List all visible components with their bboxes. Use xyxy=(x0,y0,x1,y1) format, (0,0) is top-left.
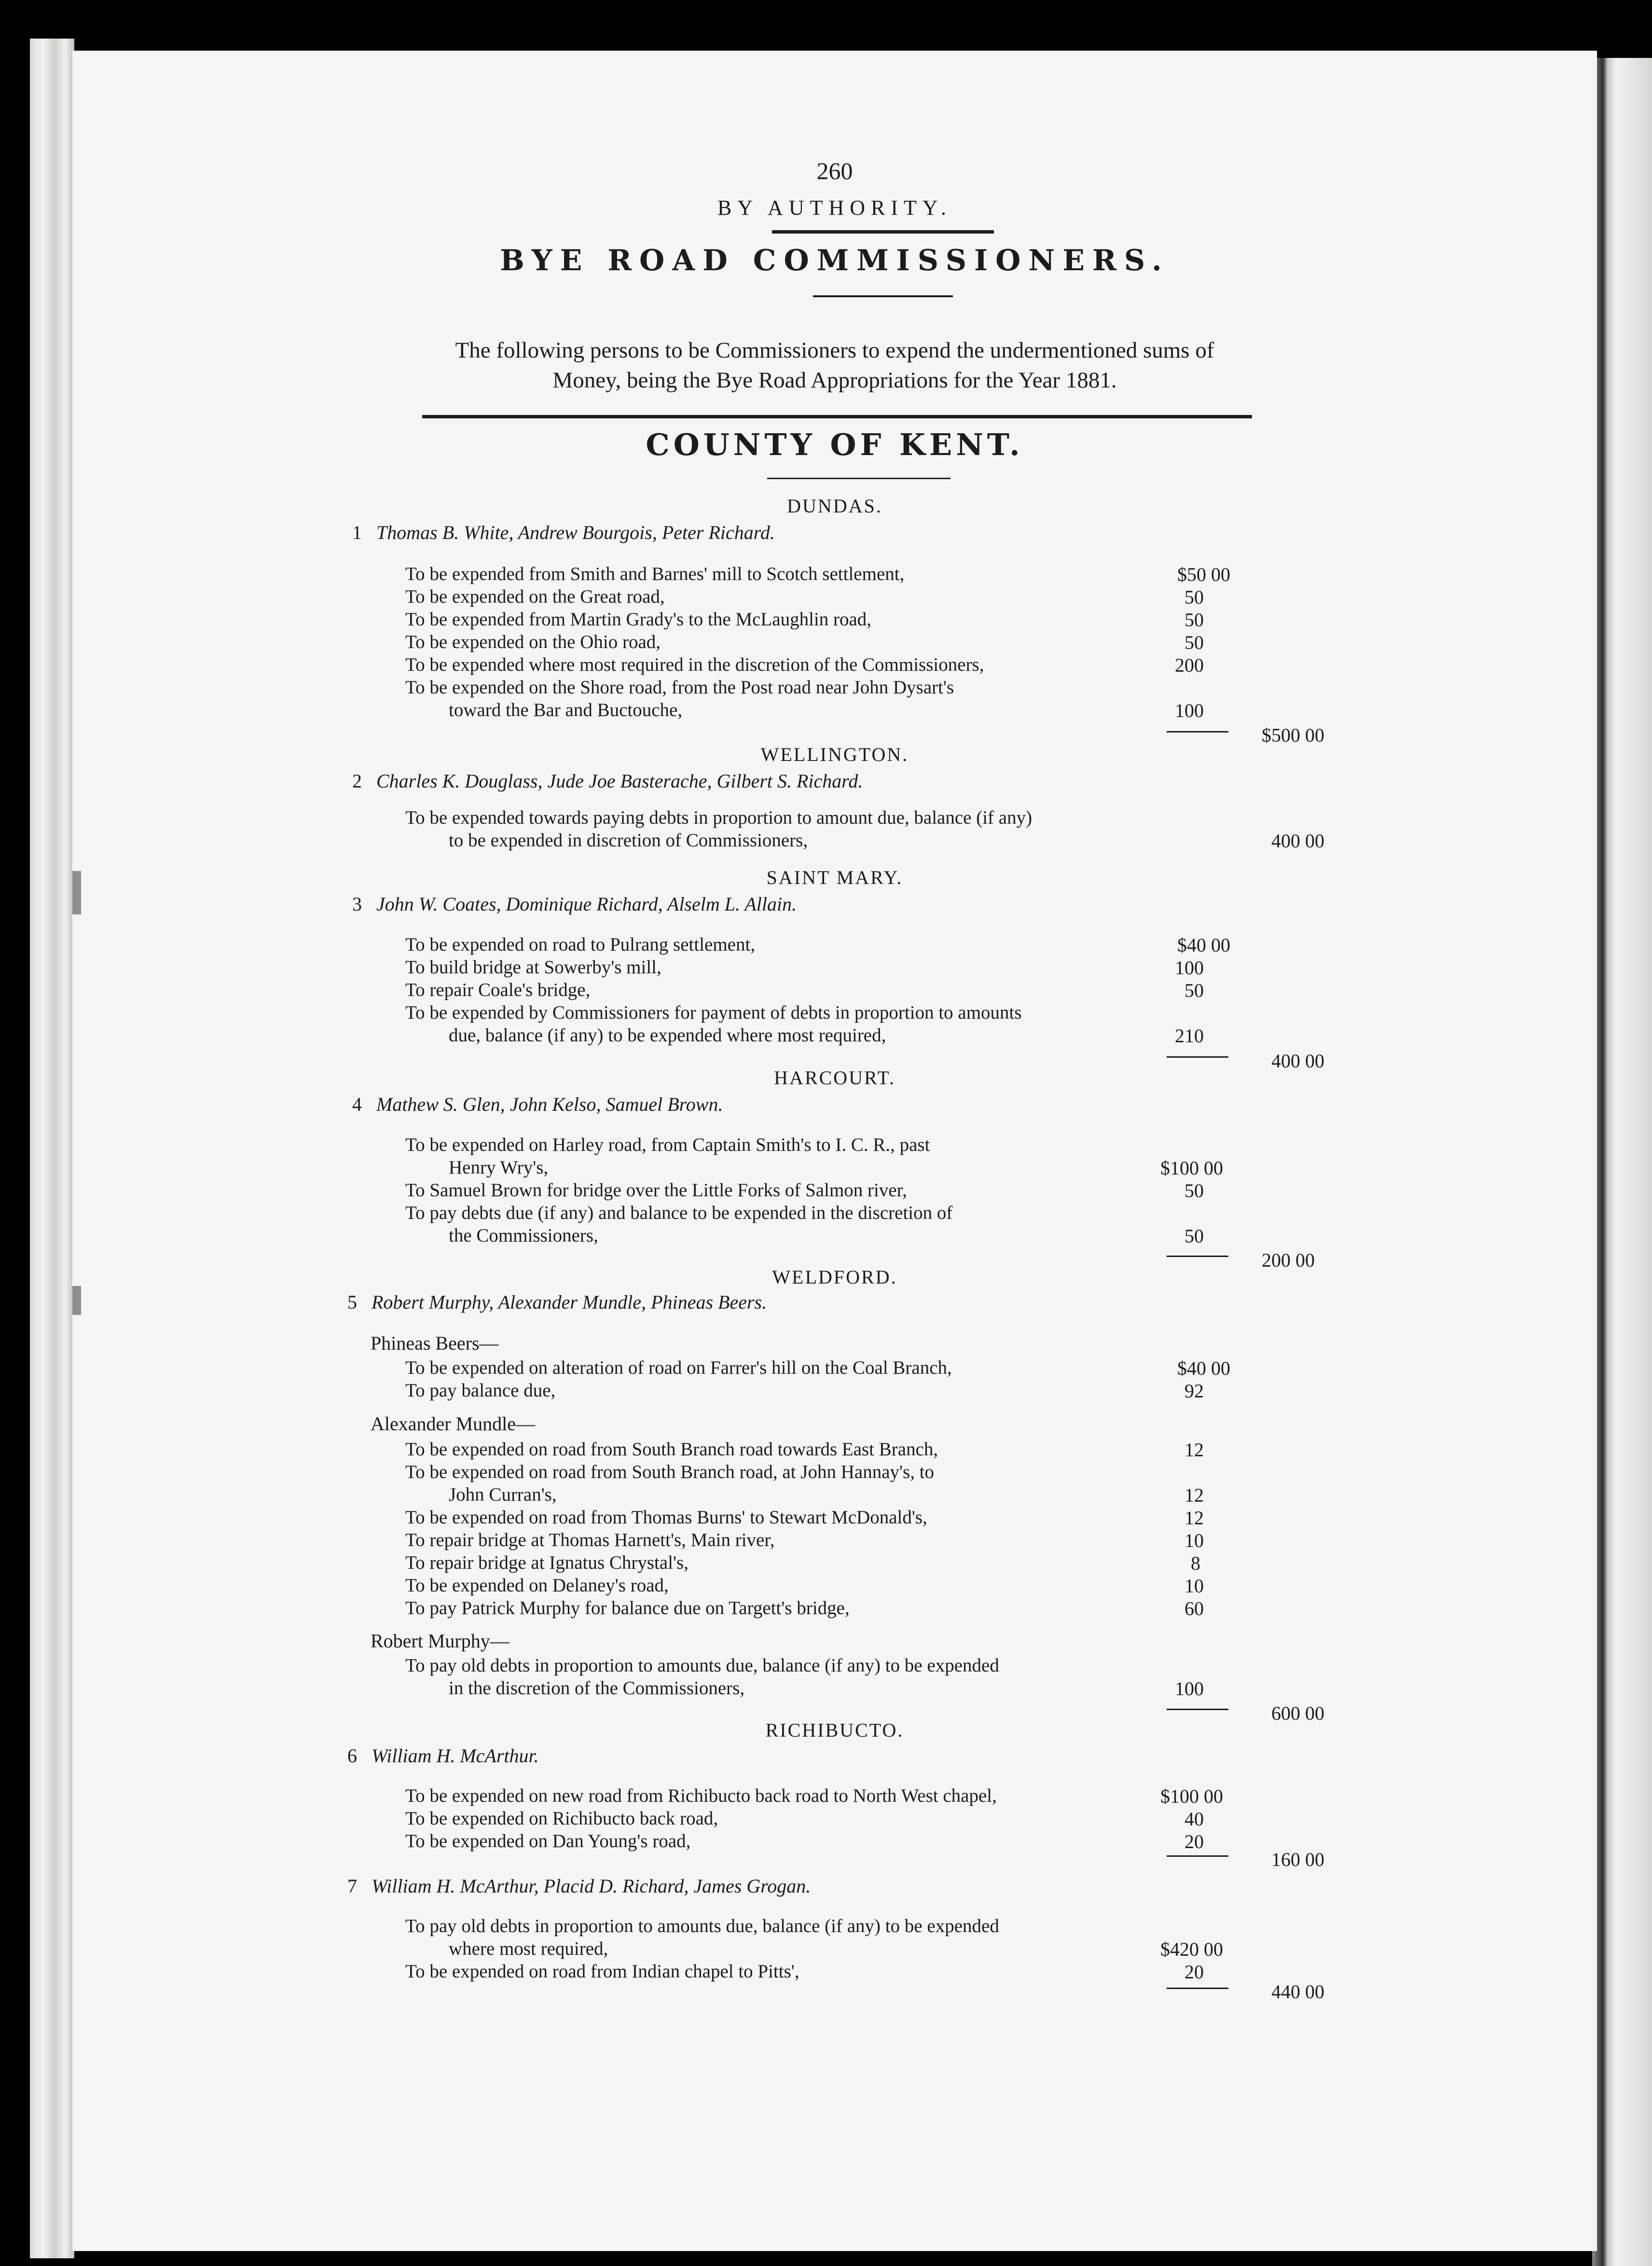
subtotal-rule xyxy=(1167,1855,1228,1857)
item-amount: 50 xyxy=(1184,586,1204,608)
item-text: To be expended on Harley road, from Captain Smith's to I. C. R., past xyxy=(405,1134,930,1155)
item-text: where most required, xyxy=(449,1938,608,1959)
subtotal-rule xyxy=(1167,1709,1228,1710)
item-text: Henry Wry's, xyxy=(449,1157,549,1178)
item-amount: 10 xyxy=(1184,1575,1204,1597)
item-text: To be expended towards paying debts in proportion to amount due, balance (if any) xyxy=(405,807,1032,828)
left-page-edge xyxy=(30,39,74,2258)
item-amount: 60 xyxy=(1184,1598,1204,1619)
heading-rule xyxy=(772,230,994,234)
parish-heading-richibucto: RICHIBUCTO. xyxy=(765,1719,904,1741)
commissioners-names: Mathew S. Glen, John Kelso, Samuel Brown. xyxy=(376,1093,723,1115)
by-authority-heading: BY AUTHORITY. xyxy=(717,196,952,220)
commissioners-names: Thomas B. White, Andrew Bourgois, Peter Richard. xyxy=(376,522,775,543)
item-amount: 92 xyxy=(1184,1380,1204,1402)
item-amount: $100 00 xyxy=(1160,1785,1223,1807)
item-text: To Samuel Brown for bridge over the Little Forks of Salmon river, xyxy=(405,1180,907,1201)
item-amount: 50 xyxy=(1184,609,1204,631)
item-amount: 100 xyxy=(1175,957,1204,979)
intro-line-1: The following persons to be Commissioners to expend the undermentioned sums of xyxy=(455,338,1214,363)
item-text: To be expended on Richibucto back road, xyxy=(405,1808,718,1829)
commissioners-names: Charles K. Douglass, Jude Joe Basterache, Gilbert S. Richard. xyxy=(376,770,863,792)
section-total: 200 00 xyxy=(1262,1249,1315,1271)
section-number: 6 xyxy=(347,1745,357,1767)
item-text: To repair Coale's bridge, xyxy=(405,980,591,1000)
section-total: 600 00 xyxy=(1271,1702,1324,1724)
page-edge-mark xyxy=(72,1286,81,1315)
item-amount: $50 00 xyxy=(1177,564,1230,585)
item-text: To repair bridge at Ignatus Chrystal's, xyxy=(405,1552,688,1573)
title-rule xyxy=(813,295,953,297)
item-text: To pay old debts in proportion to amounts due, balance (if any) to be expended xyxy=(405,1655,999,1676)
item-amount: 100 xyxy=(1175,700,1204,721)
commissioners-names: William H. McArthur. xyxy=(372,1745,539,1767)
section-total: 440 00 xyxy=(1271,1981,1324,2003)
item-text: To be expended on the Great road, xyxy=(405,586,665,607)
intro-rule xyxy=(422,415,1252,418)
section-number: 5 xyxy=(347,1291,357,1313)
section-number: 2 xyxy=(352,770,362,792)
item-amount: 20 xyxy=(1184,1961,1204,1983)
subtotal-rule xyxy=(1167,731,1228,732)
section-number: 3 xyxy=(352,893,362,915)
item-text: To be expended from Smith and Barnes' mill to Scotch settlement, xyxy=(405,564,905,584)
page-number: 260 xyxy=(816,157,853,184)
section-total: 400 00 xyxy=(1271,830,1324,852)
parish-heading-harcourt: HARCOURT. xyxy=(774,1067,895,1089)
item-amount: 8 xyxy=(1191,1552,1200,1574)
county-rule xyxy=(767,478,950,479)
county-heading: COUNTY OF KENT. xyxy=(646,427,1024,462)
item-amount: 10 xyxy=(1184,1530,1204,1551)
item-amount: 12 xyxy=(1184,1439,1204,1461)
parish-heading-dundas: DUNDAS. xyxy=(787,495,882,517)
right-page-edge xyxy=(1592,58,1652,2266)
subtotal-rule xyxy=(1167,1256,1228,1257)
item-text: To pay debts due (if any) and balance to be expended in the discretion of xyxy=(405,1202,953,1223)
item-text: To repair bridge at Thomas Harnett's, Main river, xyxy=(405,1530,775,1550)
item-text: To be expended on road from Thomas Burns' to Stewart McDonald's, xyxy=(405,1507,927,1528)
section-total: 160 00 xyxy=(1271,1849,1324,1870)
item-amount: 20 xyxy=(1184,1831,1204,1852)
item-amount: 12 xyxy=(1184,1507,1204,1529)
parish-heading-weldford: WELDFORD. xyxy=(772,1266,897,1288)
item-text: due, balance (if any) to be expended where most required, xyxy=(449,1025,886,1046)
item-amount: 50 xyxy=(1184,980,1204,1001)
subtotal-rule xyxy=(1167,1056,1228,1058)
item-amount: $420 00 xyxy=(1160,1938,1223,1960)
item-text: To be expended from Martin Grady's to the McLaughlin road, xyxy=(405,609,872,630)
group-heading-alexander-mundle: Alexander Mundle— xyxy=(371,1413,536,1435)
item-text: To be expended on road from South Branch road towards East Branch, xyxy=(405,1439,938,1460)
item-text: To be expended on road from South Branch road, at John Hannay's, to xyxy=(405,1462,935,1482)
item-amount: 210 xyxy=(1175,1025,1204,1047)
section-number: 4 xyxy=(352,1093,362,1115)
item-text: To pay old debts in proportion to amounts due, balance (if any) to be expended xyxy=(405,1916,999,1936)
item-text: To be expended on the Ohio road, xyxy=(405,632,661,652)
parish-heading-saint-mary: SAINT MARY. xyxy=(766,867,903,888)
item-amount: 50 xyxy=(1184,632,1204,653)
intro-paragraph xyxy=(72,335,1597,395)
section-number: 7 xyxy=(347,1875,357,1897)
item-text: To be expended by Commissioners for payment of debts in proportion to amounts xyxy=(405,1002,1022,1023)
commissioners-names: William H. McArthur, Placid D. Richard, James Grogan. xyxy=(372,1875,811,1897)
section-total: $500 00 xyxy=(1262,724,1324,746)
item-text: in the discretion of the Commissioners, xyxy=(449,1678,745,1699)
commissioners-names: John W. Coates, Dominique Richard, Alselm L. Allain. xyxy=(376,893,797,915)
item-text: To pay Patrick Murphy for balance due on Targett's bridge, xyxy=(405,1598,850,1618)
group-heading-phineas-beers: Phineas Beers— xyxy=(371,1332,499,1354)
item-text: To be expended on Dan Young's road, xyxy=(405,1831,691,1851)
item-text: To be expended on Delaney's road, xyxy=(405,1575,669,1596)
item-text: To be expended on alteration of road on Farrer's hill on the Coal Branch, xyxy=(405,1357,952,1378)
item-amount: $40 00 xyxy=(1177,934,1230,956)
item-amount: $40 00 xyxy=(1177,1357,1230,1379)
document-page xyxy=(72,51,1597,2251)
item-text: To be expended on road to Pulrang settlement, xyxy=(405,934,756,955)
item-text: To be expended where most required in the discretion of the Commissioners, xyxy=(405,654,984,675)
intro-line-2: Money, being the Bye Road Appropriations for the Year 1881. xyxy=(552,368,1117,393)
item-text: to be expended in discretion of Commissioners, xyxy=(449,830,808,851)
group-heading-robert-murphy: Robert Murphy— xyxy=(371,1630,509,1652)
page-title: BYE ROAD COMMISSIONERS. xyxy=(500,244,1170,277)
item-text: To build bridge at Sowerby's mill, xyxy=(405,957,661,978)
item-amount: $100 00 xyxy=(1160,1157,1223,1179)
item-text: John Curran's, xyxy=(449,1484,557,1505)
parish-heading-wellington: WELLINGTON. xyxy=(760,744,909,765)
item-amount: 40 xyxy=(1184,1808,1204,1830)
item-amount: 12 xyxy=(1184,1484,1204,1506)
section-total: 400 00 xyxy=(1271,1050,1324,1072)
section-number: 1 xyxy=(352,522,362,543)
subtotal-rule xyxy=(1167,1988,1228,1989)
item-text: the Commissioners, xyxy=(449,1225,598,1246)
item-amount: 100 xyxy=(1175,1678,1204,1700)
item-amount: 200 xyxy=(1175,654,1204,676)
item-text: To pay balance due, xyxy=(405,1380,556,1401)
item-text: To be expended on road from Indian chapel to Pitts', xyxy=(405,1961,799,1982)
item-amount: 50 xyxy=(1184,1180,1204,1202)
commissioners-names: Robert Murphy, Alexander Mundle, Phineas Beers. xyxy=(372,1291,767,1313)
item-amount: 50 xyxy=(1184,1225,1204,1247)
item-text: To be expended on the Shore road, from the Post road near John Dysart's xyxy=(405,677,954,698)
item-text: toward the Bar and Buctouche, xyxy=(449,700,683,720)
item-text: To be expended on new road from Richibucto back road to North West chapel, xyxy=(405,1785,997,1806)
